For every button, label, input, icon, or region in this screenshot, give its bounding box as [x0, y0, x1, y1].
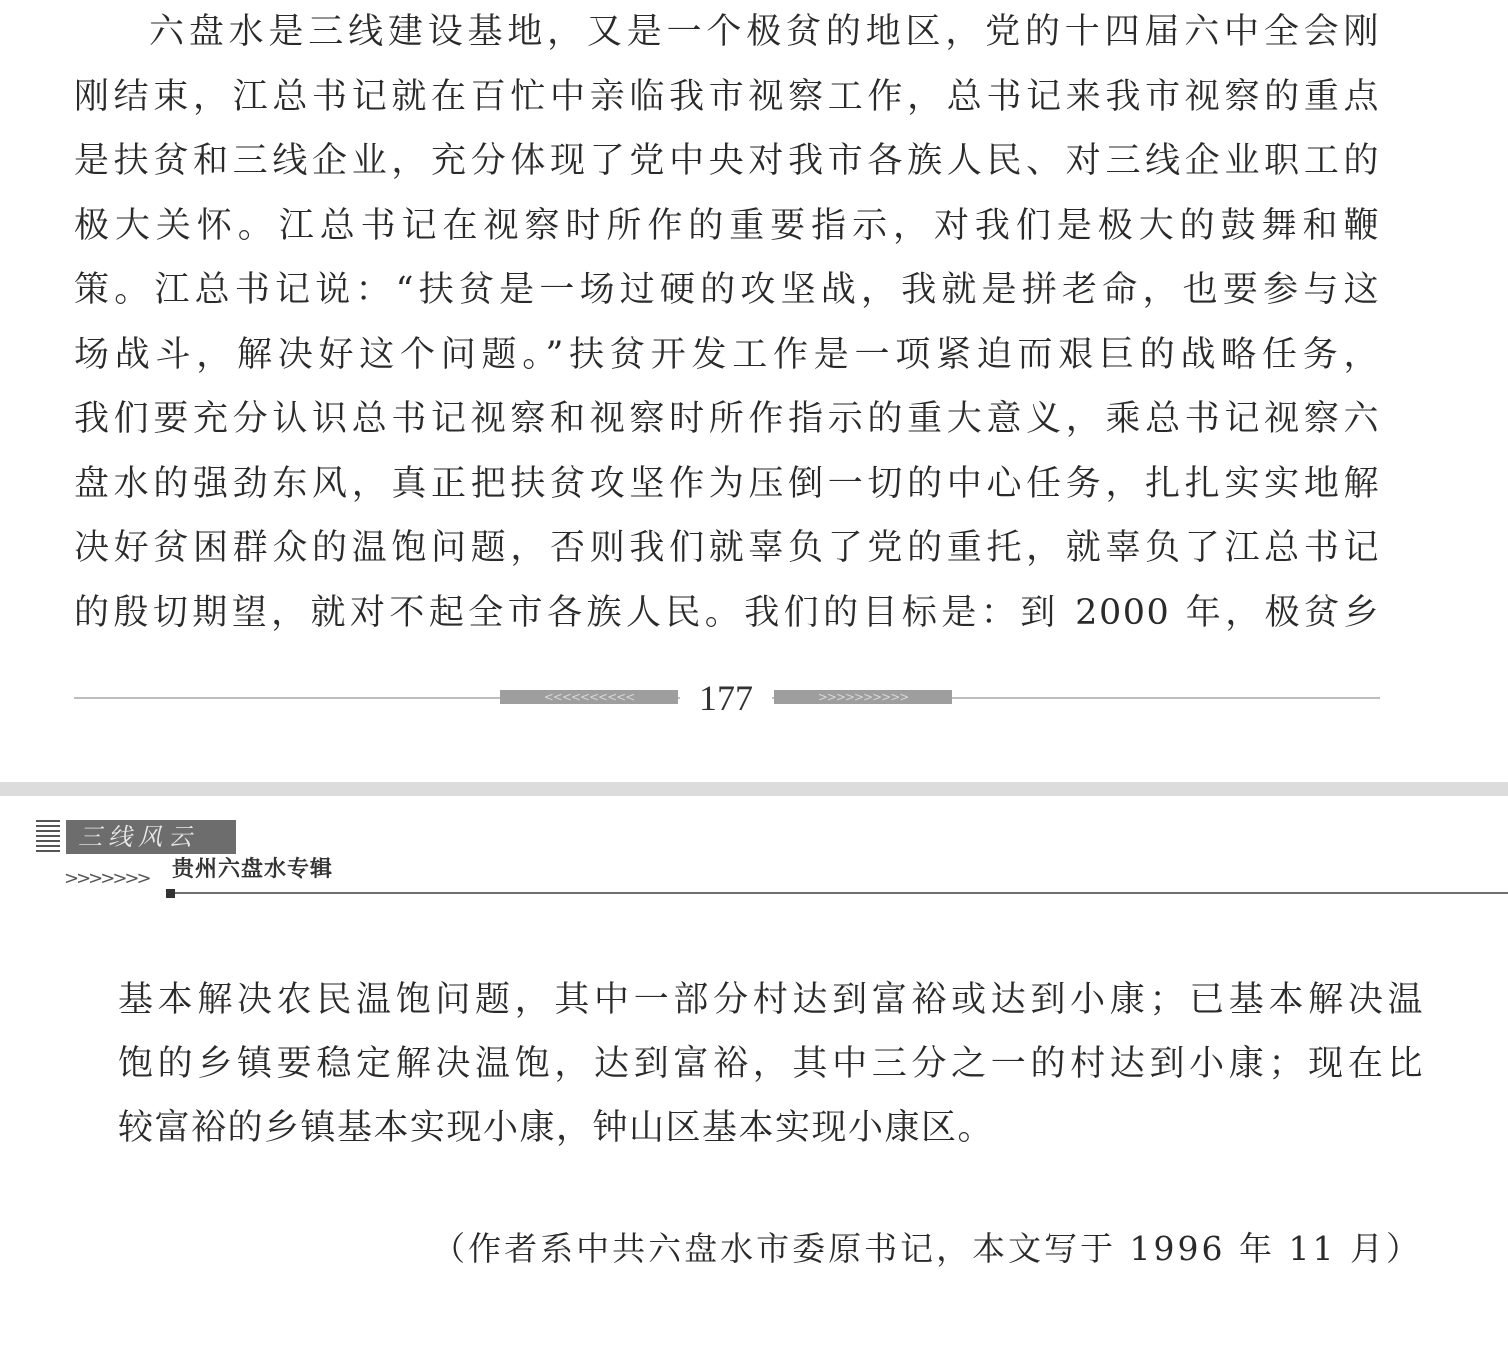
text-line: 策。江总书记说：“扶贫是一场过硬的攻坚战，我就是拼老命，也要参与这 [74, 270, 1380, 310]
header-arrows: >>>>>>> [64, 868, 149, 889]
text-line: 基本解决农民温饱问题，其中一部分村达到富裕或达到小康；已基本解决温 [118, 980, 1424, 1020]
header-lines-icon [36, 820, 60, 854]
text-line: 刚结束，江总书记就在百忙中亲临我市视察工作，总书记来我市视察的重点 [74, 76, 1380, 117]
page-number-box [680, 676, 772, 720]
text-line: 六盘水是三线建设基地，又是一个极贫的地区，党的十四届六中全会刚 [149, 12, 1380, 52]
text-line: 我们要充分认识总书记视察和视察时所作指示的重大意义，乘总书记视察六 [74, 399, 1380, 439]
text-line: 场战斗，解决好这个问题。”扶贫开发工作是一项紧迫而艰巨的战略任务， [74, 334, 1380, 375]
body-text-bottom [118, 968, 1424, 1160]
page-number: 177 [699, 678, 753, 718]
footer-decoration-right [774, 690, 952, 704]
text-line: 的殷切期望，就对不起全市各族人民。我们的目标是：到 2000 年，极贫乡 [74, 592, 1380, 633]
header-dot-icon [166, 889, 175, 898]
body-text-top [74, 0, 1380, 645]
header-banner [66, 820, 236, 854]
page-178 [0, 796, 1508, 1354]
footer-decoration-left [500, 690, 678, 704]
text-line: 决好贫困群众的温饱问题，否则我们就辜负了党的重托，就辜负了江总书记 [74, 528, 1380, 568]
author-attribution: （作者系中共六盘水市委原书记，本文写于 1996 年 11 月） [432, 1229, 1422, 1268]
text-line: 极大关怀。江总书记在视察时所作的重要指示，对我们是极大的鼓舞和鞭 [74, 205, 1380, 246]
header-banner-title: 三线风云 [78, 823, 198, 851]
footer-arrows-left: <<<<<<<<<< [543, 690, 635, 704]
footer-arrows-right: >>>>>>>>>> [817, 690, 909, 704]
header-rule [175, 892, 1508, 894]
text-line: 饱的乡镇要稳定解决温饱，达到富裕，其中三分之一的村达到小康；现在比 [118, 1044, 1424, 1084]
text-line: 较富裕的乡镇基本实现小康，钟山区基本实现小康区。 [118, 1108, 995, 1148]
text-line: 是扶贫和三线企业，充分体现了党中央对我市各族人民、对三线企业职工的 [74, 141, 1380, 181]
text-line: 盘水的强劲东风，真正把扶贫攻坚作为压倒一切的中心任务，扎扎实实地解 [74, 463, 1380, 504]
page-separator [0, 782, 1508, 796]
header-subtitle: 贵州六盘水专辑 [172, 856, 334, 882]
